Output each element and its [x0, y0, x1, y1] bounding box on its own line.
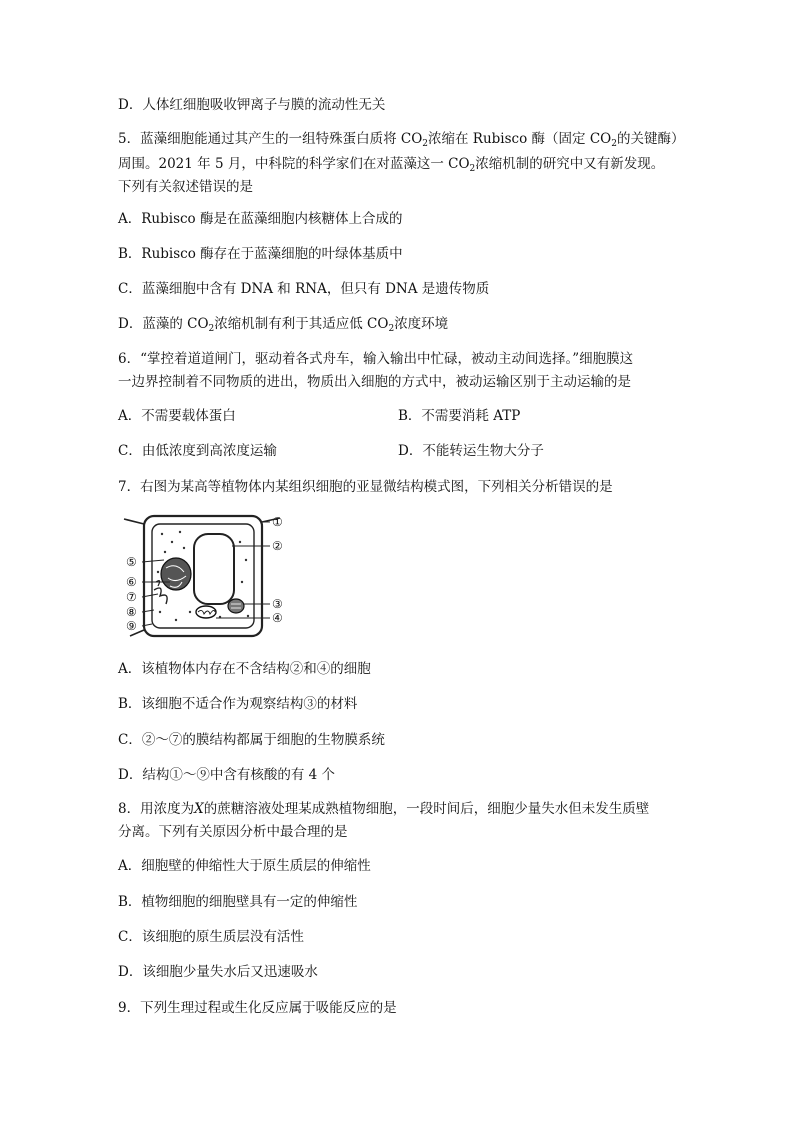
q5-stem-line1: 5．蓝藻细胞能通过其产生的一组特殊蛋白质将 $CO_2$浓缩在 Rubisco 酶（固定 $CO_2$的关键酶）	[118, 131, 685, 149]
q5-stem-line2: 周围。2021 年 5 月，中科院的科学家们在对蓝藻这一 $CO_2$浓缩机制的研究中又有新发现。	[118, 156, 665, 174]
label-5: ⑤	[126, 555, 137, 569]
nucleus	[161, 558, 191, 590]
label-9: ⑨	[126, 619, 137, 633]
q7-stem: 7．右图为某高等植物体内某组织细胞的亚显微结构模式图，下列相关分析错误的是	[118, 479, 613, 495]
q5-option-c: C．蓝藻细胞中含有 DNA 和 RNA，但只有 DNA 是遗传物质	[118, 281, 490, 297]
q8-stem-line1: 8．用浓度为X的蔗糖溶液处理某成熟植物细胞，一段时间后，细胞少量失水但未发生质壁	[118, 801, 650, 817]
q8-option-c: C．该细胞的原生质层没有活性	[118, 929, 304, 945]
q8-option-a: A．细胞壁的伸缩性大于原生质层的伸缩性	[118, 858, 371, 874]
q7-option-d: D．结构①～⑨中含有核酸的有 4 个	[118, 767, 335, 783]
plant-cell-diagram	[120, 512, 295, 640]
q6-option-a: A．不需要载体蛋白	[118, 408, 236, 424]
label-1: ①	[272, 515, 283, 529]
q6-stem-line1: 6．“掌控着道道闸门，驱动着各式舟车，输入输出中忙碌，被动主动间选择。”细胞膜这	[118, 351, 634, 367]
q6-option-d: D．不能转运生物大分子	[398, 443, 544, 459]
label-8: ⑧	[126, 605, 137, 619]
vacuole	[194, 534, 234, 604]
q8-stem-line2: 分离。下列有关原因分析中最合理的是	[118, 824, 348, 840]
q5-stem-line3: 下列有关叙述错误的是	[118, 179, 253, 195]
label-4: ④	[272, 611, 283, 625]
q8-option-b: B．植物细胞的细胞壁具有一定的伸缩性	[118, 894, 358, 910]
q6-option-b: B．不需要消耗 ATP	[398, 408, 521, 424]
chloroplast	[228, 599, 244, 613]
q5-option-b: B．Rubisco 酶存在于蓝藻细胞的叶绿体基质中	[118, 246, 403, 262]
label-7: ⑦	[126, 590, 137, 604]
q5-option-d: D．蓝藻的 $CO_2$浓缩机制有利于其适应低 $CO_2$浓度环境	[118, 316, 449, 334]
q5-option-a: A．Rubisco 酶是在蓝藻细胞内核糖体上合成的	[118, 211, 403, 227]
q7-option-c: C．②～⑦的膜结构都属于细胞的生物膜系统	[118, 732, 385, 748]
q8-option-d: D．该细胞少量失水后又迅速吸水	[118, 964, 318, 980]
q9-stem: 9．下列生理过程或生化反应属于吸能反应的是	[118, 1000, 397, 1016]
endoplasmic-reticulum	[154, 588, 167, 604]
q7-option-a: A．该植物体内存在不含结构②和④的细胞	[118, 661, 371, 677]
q6-option-c: C．由低浓度到高浓度运输	[118, 443, 277, 459]
q6-stem-line2: 一边界控制着不同物质的进出，物质出入细胞的方式中，被动运输区别于主动运输的是	[118, 374, 631, 390]
q7-option-b: B．该细胞不适合作为观察结构③的材料	[118, 696, 358, 712]
label-3: ③	[272, 597, 283, 611]
label-2: ②	[272, 539, 283, 553]
q4-option-d: D．人体红细胞吸收钾离子与膜的流动性无关	[118, 97, 386, 113]
label-6: ⑥	[126, 575, 137, 589]
